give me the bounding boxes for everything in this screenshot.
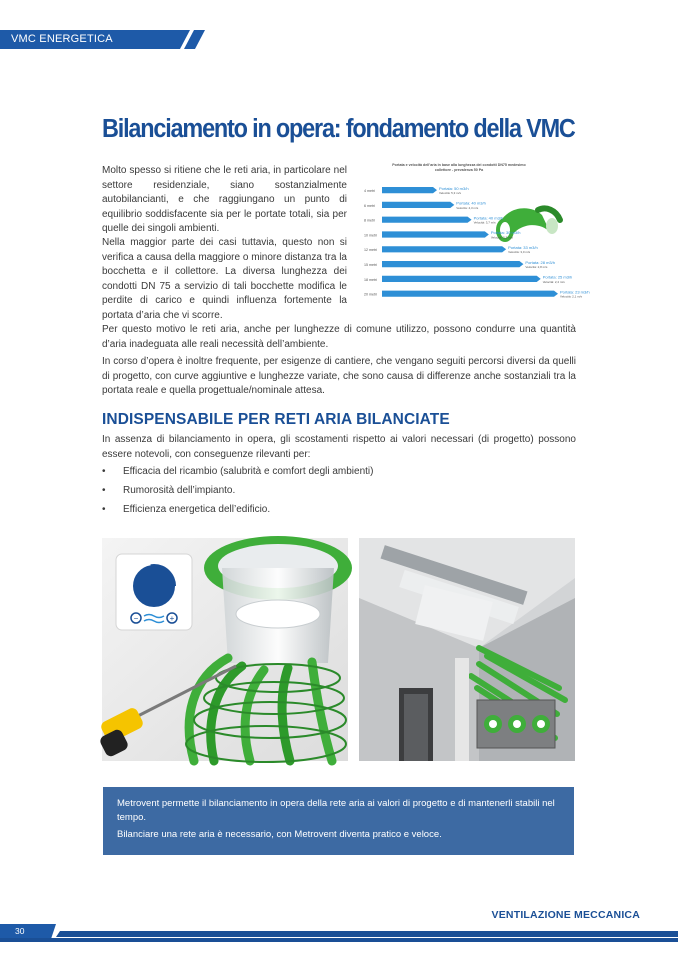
info-line-2: Bilanciare una rete aria è necessario, con Metrovent diventa pratico e veloce. [117, 829, 442, 840]
chart-portata-label: Portata: 25 m3/h [542, 274, 573, 280]
info-callout [103, 787, 574, 855]
chart-velocita-label: Velocità: 2,1 m/s [560, 294, 583, 299]
chart-length-label: 6 metri [364, 203, 375, 208]
intro-paragraph-3: Per questo motivo le reti aria, anche per lunghezze di comune utilizzo, possono condurre una quantità d’aria inadeguata alle reali necessità dell’ambiente. [102, 324, 576, 350]
chart-bar [382, 276, 541, 282]
chart-length-label: 10 metri [364, 233, 377, 238]
list-item: • Rumorosità dell’impianto. [102, 481, 373, 500]
section-label: VMC ENERGETICA [11, 33, 113, 45]
chart-bar [382, 261, 523, 267]
footer-band [0, 924, 678, 942]
chart-portata-label: Portata: 33 m3/h [508, 245, 538, 250]
chart-bar [382, 202, 454, 208]
chart-bar [382, 291, 558, 297]
airflow-adjust-badge [116, 554, 192, 630]
bullet-icon: • [102, 504, 106, 515]
intro-paragraph-1: Molto spesso si ritiene che le reti aria, in particolare nel settore residenziale, siano sostanzialmente autobilancianti, e che raggiungano un punto di equilibrio soddisfacente sia per le portate totali, sia per quelle dei singoli ambienti. [102, 165, 347, 235]
section-heading: INDISPENSABILE PER RETI ARIA BILANCIATE [102, 411, 450, 428]
bullet-icon: • [102, 466, 106, 477]
chart-length-label: 20 metri [364, 292, 377, 297]
chart-portata-label: Portata: 23 m3/h [560, 289, 590, 295]
chart-portata-label: Portata: 40 m3/h [473, 215, 504, 221]
bullet-icon: • [102, 485, 106, 496]
vent-balancing-photo [102, 538, 348, 761]
bullet-list [102, 462, 373, 519]
chart-length-label: 8 metri [364, 218, 375, 223]
intro-paragraph-4: In corso d’opera è inoltre frequente, per esigenze di cantiere, che vengano seguiti percorsi diversi da quelli di progetto, con curve aggiuntive e lunghezze variate, che sono causa di differenze anche sostanziali tra la portata reale e quella progettuale/nominale attesa. [102, 356, 576, 397]
section-intro: In assenza di bilanciamento in opera, gli scostamenti rispetto ai valori necessari (di progetto) possono essere notevoli, con conseguenze rilevanti per: [102, 434, 576, 460]
chart-velocita-label: Velocità: 3,0 m/s [508, 250, 531, 255]
chart-velocita-label: Velocità: 2,8 m/s [525, 265, 548, 269]
chart-portata-label: Portata: 28 m3/h [525, 259, 556, 265]
chart-length-label: 18 metri [364, 277, 377, 282]
chart-velocita-label: Velocità: 3,3 m/s [490, 235, 513, 240]
chart-bar [382, 217, 472, 223]
chart-length-label: 15 metri [364, 263, 377, 267]
chart-plot [360, 160, 590, 320]
chart-title: Portata e velocità dell’aria in base alla lunghezza dei condotti DN75 medesimo collettore - prevalenza 50 Pa [392, 163, 526, 172]
airflow-chart [360, 160, 590, 320]
chart-portata-label: Portata: 40 m3/h [456, 200, 486, 206]
page-title: Bilanciamento in opera: fondamento della VMC [102, 115, 575, 143]
chart-velocita-label: Velocità: 4,3 m/s [456, 205, 479, 210]
chart-bar [382, 246, 506, 252]
chart-portata-label: Portata: 50 m3/h [439, 185, 469, 191]
chart-bar [382, 187, 437, 193]
list-item: • Efficacia del ricambio (salubrità e comfort degli ambienti) [102, 462, 373, 481]
chart-bar [382, 231, 489, 237]
page-number: 30 [15, 926, 25, 936]
footer-label: VENTILAZIONE MECCANICA [491, 909, 640, 921]
chart-length-label: 4 metri [364, 189, 375, 193]
building-ducts-photo [359, 538, 575, 761]
chart-length-label: 12 metri [364, 248, 377, 253]
intro-paragraph-2: Nella maggior parte dei casi tuttavia, questo non si verifica a causa della maggiore o minore distanza tra la bocchetta e il collettore. La diversa lunghezza dei condotti DN 75 a servizio di tali bocchette modifica le perdite di carico e quindi influenza fortemente la portata d’aria che vi scorre. [102, 237, 347, 321]
chart-velocita-label: Velocità: 3,7 m/s [473, 220, 496, 225]
chart-portata-label: Portata: 30 m3/h [490, 230, 521, 236]
chart-velocita-label: Velocità: 5,3 m/s [439, 191, 462, 195]
chart-velocita-label: Velocità: 2,4 m/s [542, 279, 565, 284]
svg-text:+: + [169, 614, 175, 623]
svg-text:−: − [133, 614, 139, 623]
info-line-1: Metrovent permette il bilanciamento in opera della rete aria ai valori di progetto e di mantenerli stabili nel tempo. [117, 798, 555, 823]
list-item: • Efficienza energetica dell’edificio. [102, 500, 373, 519]
